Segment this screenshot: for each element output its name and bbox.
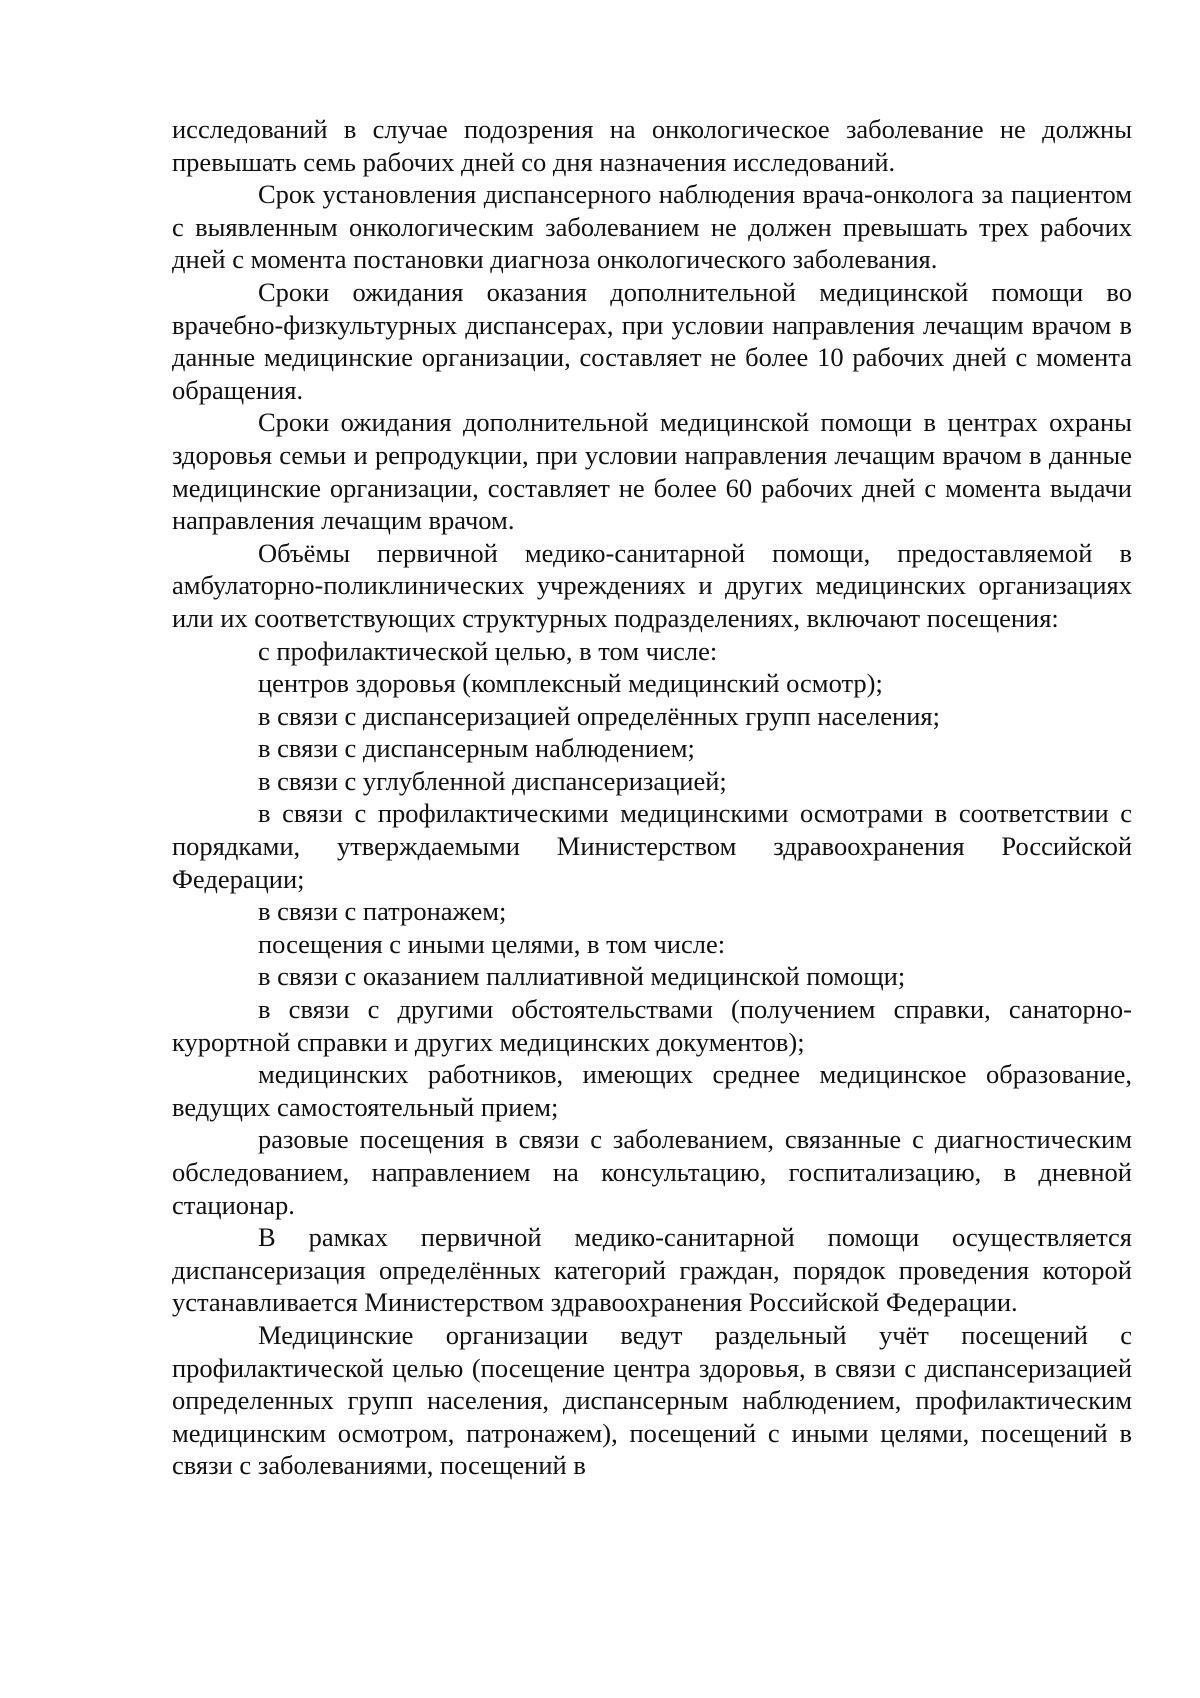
list-item-preventive-exams: в связи с профилактическими медицинскими осмотрами в соответствии с порядками, утверждаемыми Министерством здравоохранения Российской Федерации;: [172, 798, 1132, 894]
document-page: [172, 113, 1132, 1482]
paragraph-family-health-centers: Сроки ожидания дополнительной медицинской помощи в центрах охраны здоровья семьи и репродукции, при условии направления лечащим врачом в данные медицинские организации, составляет не более 60 рабочих дней с момента выдачи направления лечащим врачом.: [172, 407, 1132, 536]
list-item-palliative-care: в связи с оказанием паллиативной медицинской помощи;: [258, 961, 906, 992]
list-item-other-circumstances: в связи с другими обстоятельствами (получением справки, санаторно-курортной справки и других медицинских документов);: [172, 994, 1132, 1057]
paragraph-separate-accounting: Медицинские организации ведут раздельный учёт посещений с профилактической целью (посещение центра здоровья, в связи с диспансеризацией определенных групп населения, диспансерным наблюдением, профилактическим медицинским осмотром, патронажем), посещений с иными целями, посещений в связи с заболеваниями, посещений в: [172, 1319, 1132, 1481]
paragraph-primary-care-volumes: Объёмы первичной медико-санитарной помощи, предоставляемой в амбулаторно-поликлинических учреждениях и других медицинских организациях или их соответствующих структурных подразделениях, включают посещения:: [172, 537, 1132, 633]
paragraph-oncology-observation: Срок установления диспансерного наблюдения врача-онколога за пациентом с выявленным онкологическим заболеванием не должен превышать трех рабочих дней с момента постановки диагноза онкологического заболевания.: [172, 179, 1132, 275]
paragraph-dispensarization-order: В рамках первичной медико-санитарной помощи осуществляется диспансеризация определённых категорий граждан, порядок проведения которой устанавливается Министерством здравоохранения Российской Федерации.: [172, 1222, 1132, 1318]
list-item-in-depth-dispensarization: в связи с углубленной диспансеризацией;: [258, 765, 727, 796]
paragraph-exam-deadline: исследований в случае подозрения на онкологическое заболевание не должны превышать семь рабочих дней со дня назначения исследований.: [172, 114, 1132, 177]
list-item-dispensary-observation: в связи с диспансерным наблюдением;: [258, 733, 695, 764]
list-item-nursing-staff: медицинских работников, имеющих среднее медицинское образование, ведущих самостоятельный прием;: [172, 1059, 1132, 1122]
paragraph-sports-dispensary: Сроки ожидания оказания дополнительной медицинской помощи во врачебно-физкультурных диспансерах, при условии направления лечащим врачом в данные медицинские организации, составляет не более 10 рабочих дней с момента обращения.: [172, 276, 1132, 405]
list-item-other-purposes: посещения с иными целями, в том числе:: [258, 928, 726, 959]
list-item-preventive: с профилактической целью, в том числе:: [258, 635, 718, 666]
list-item-dispensarization: в связи с диспансеризацией определённых групп населения;: [258, 700, 940, 731]
list-item-health-centers: центров здоровья (комплексный медицинский осмотр);: [258, 668, 883, 699]
list-item-single-visits: разовые посещения в связи с заболеванием, связанные с диагностическим обследованием, направлением на консультацию, госпитализацию, в дневной стационар.: [172, 1124, 1132, 1220]
list-item-patronage: в связи с патронажем;: [258, 896, 507, 927]
